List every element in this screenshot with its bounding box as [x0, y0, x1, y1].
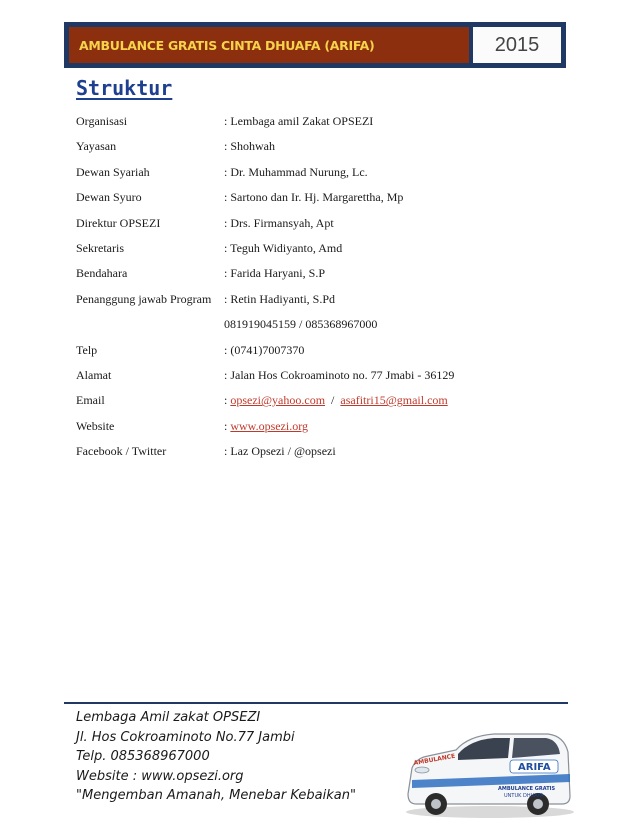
row-value: : Farida Haryani, S.P: [224, 266, 325, 281]
row-value: : Laz Opsezi / @opsezi: [224, 444, 336, 459]
ambulance-side-text-1: AMBULANCE GRATIS: [498, 786, 556, 792]
row-value: : (0741)7007370: [224, 342, 305, 357]
row-organisasi: [76, 114, 576, 139]
row-label: Dewan Syuro: [76, 190, 142, 205]
row-alamat: [76, 368, 576, 393]
row-facebook-twitter: [76, 444, 576, 469]
row-value: 081919045159 / 085368967000: [224, 317, 378, 332]
row-label: Organisasi: [76, 114, 128, 128]
row-label: Bendahara: [76, 266, 128, 281]
row-value: : Shohwah: [224, 139, 275, 154]
row-phone-numbers: [76, 317, 576, 342]
website-prefix: :: [224, 418, 231, 433]
row-label: Telp: [76, 342, 98, 357]
header-banner: [64, 22, 566, 68]
row-label: Direktur OPSEZI: [76, 215, 161, 230]
ambulance-hood-text: AMBULANCE: [413, 752, 456, 767]
row-email: [76, 393, 576, 418]
row-label: Yayasan: [76, 139, 117, 154]
row-value: [224, 419, 576, 434]
row-value: : Teguh Widiyanto, Amd: [224, 240, 343, 255]
email-separator: /: [325, 393, 341, 408]
ambulance-image: [398, 724, 574, 820]
row-website: [76, 419, 576, 444]
row-value: [224, 393, 576, 408]
footer-tagline: "Mengemban Amanah, Menebar Kebaikan": [76, 788, 356, 804]
ambulance-headlight: [415, 767, 429, 773]
row-label: Dewan Syariah: [76, 164, 150, 179]
row-label: Website: [76, 418, 115, 433]
row-value: : Drs. Firmansyah, Apt: [224, 215, 334, 230]
row-yayasan: [76, 139, 576, 164]
email-link-gmail[interactable]: asafitri15@gmail.com: [340, 393, 448, 408]
header-year: 2015: [473, 27, 561, 63]
footer: [76, 708, 356, 806]
row-label: Alamat: [76, 367, 112, 382]
footer-phone: Telp. 085368967000: [76, 749, 210, 765]
ambulance-front-hub: [431, 799, 441, 809]
arifa-logo-text: ARIFA: [518, 762, 551, 773]
row-value: : Jalan Hos Cokroaminoto no. 77 Jmabi - 36129: [224, 367, 455, 382]
row-value: : Dr. Muhammad Nurung, Lc.: [224, 164, 368, 179]
ambulance-side-text-2: UNTUK DHUAFA: [504, 793, 544, 799]
header-title: AMBULANCE GRATIS CINTA DHUAFA (ARIFA): [69, 27, 469, 63]
row-sekretaris: [76, 241, 576, 266]
email-prefix: :: [224, 393, 231, 408]
section-title: Struktur: [76, 76, 173, 100]
website-link[interactable]: www.opsezi.org: [230, 418, 308, 433]
row-label: Sekretaris: [76, 240, 124, 255]
email-link-yahoo[interactable]: opsezi@yahoo.com: [230, 393, 326, 408]
row-value: : Sartono dan Ir. Hj. Margarettha, Mp: [224, 190, 404, 205]
row-label: Email: [76, 393, 105, 408]
row-value: : Lembaga amil Zakat OPSEZI: [224, 114, 374, 128]
row-bendahara: [76, 266, 576, 291]
row-telp: [76, 343, 576, 368]
row-direktur: [76, 216, 576, 241]
row-penanggung-jawab: [76, 292, 576, 317]
structure-list: [76, 114, 576, 469]
ambulance-rear-hub: [533, 799, 543, 809]
row-label: Penanggung jawab Program: [76, 291, 212, 306]
footer-address: Jl. Hos Cokroaminoto No.77 Jambi: [76, 729, 295, 745]
row-label: Facebook / Twitter: [76, 444, 167, 459]
footer-org: Lembaga Amil zakat OPSEZI: [76, 710, 261, 725]
footer-website: Website : www.opsezi.org: [76, 768, 244, 784]
row-dewan-syariah: [76, 165, 576, 190]
row-value: : Retin Hadiyanti, S.Pd: [224, 291, 335, 306]
footer-divider: [64, 702, 568, 704]
row-dewan-syuro: [76, 190, 576, 215]
